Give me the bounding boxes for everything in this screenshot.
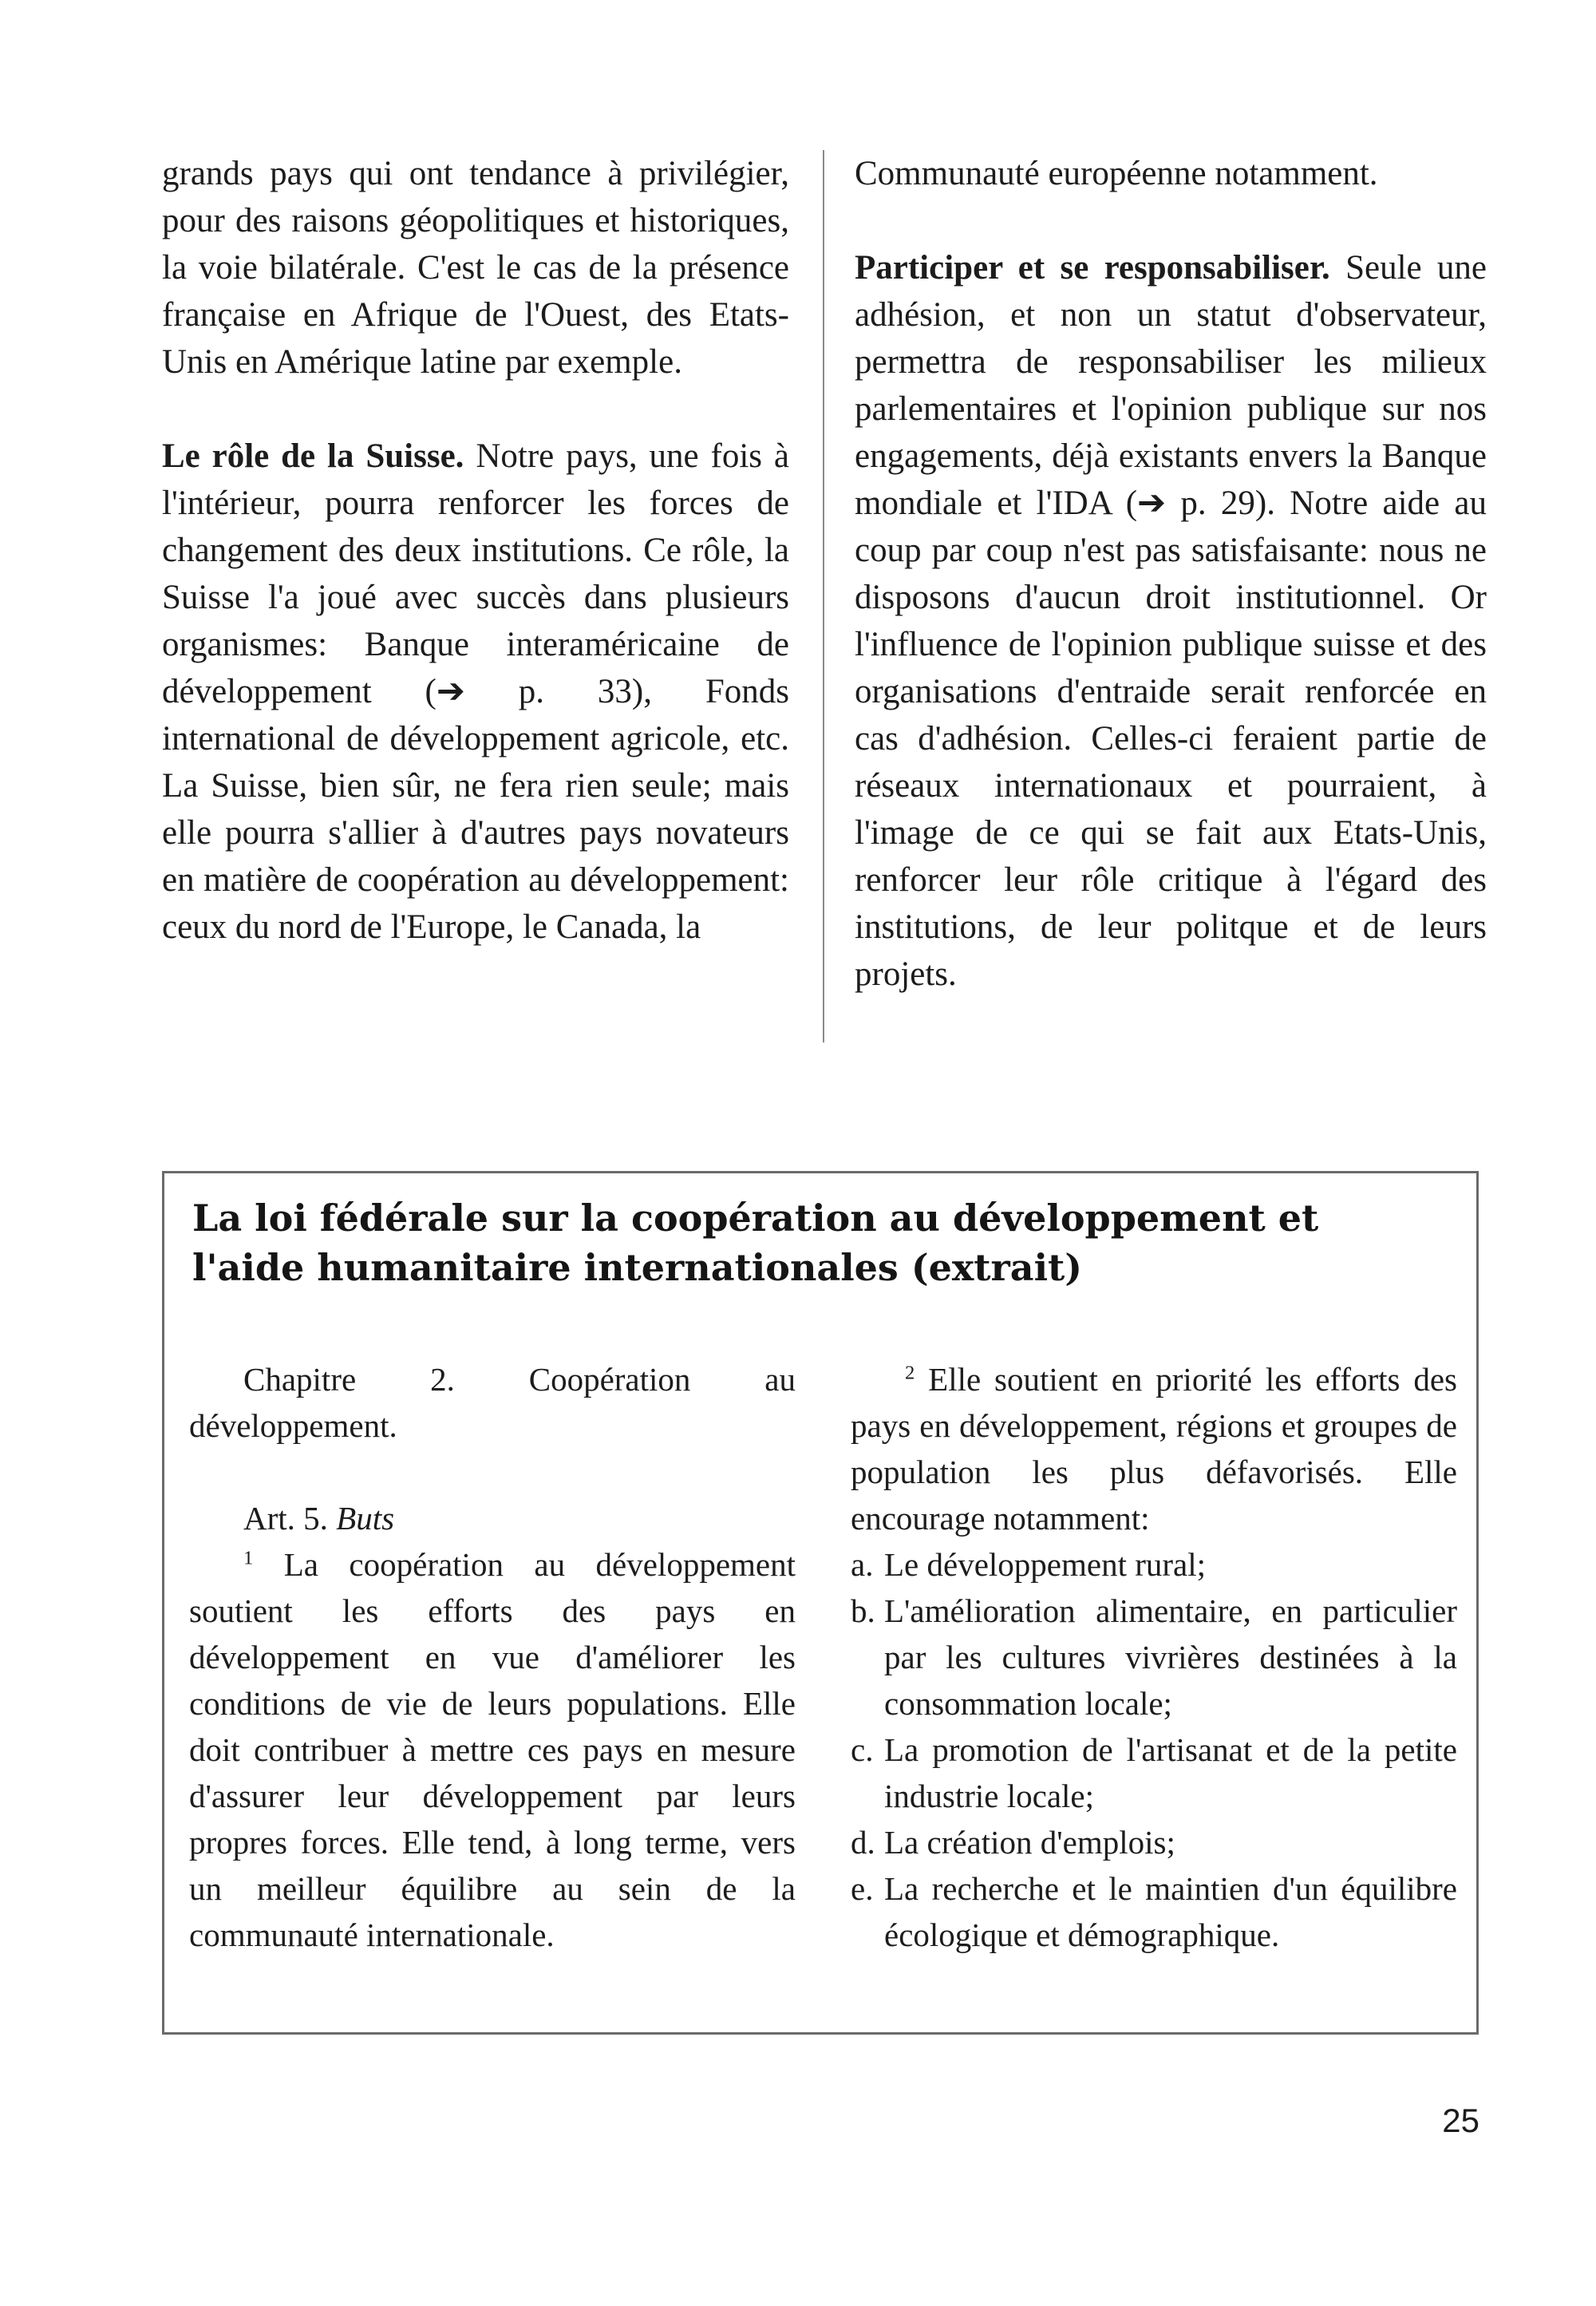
right-paragraph-1: Communauté européenne notamment. [855, 155, 1378, 192]
right-paragraph-2-text: Seule une adhésion, et non un statut d'observateur, permettra de responsabiliser les milieux parlementaires et l'opinion publique sur nos engagements, déjà existants envers la Banque mondiale et l'IDA (➔ p. 29). Notre aide au coup par coup n'est pas satisfaisante: nous ne disposons d'aucun droit institutionnel. Or l'influence de l'opinion publique suisse et des organisations d'entraide serait renforcée en cas d'adhésion. Celles-ci feraient partie de réseaux internationaux et pourraient, à l'image de ce qui se fait aux Etats-Unis, renforcer leur rôle critique à l'égard des institutions, de leur politque et de leurs projets. [855, 249, 1487, 993]
list-item-text: La création d'emplois; [884, 1824, 1175, 1861]
list-item-text: La promotion de l'artisanat et de la petite industrie locale; [884, 1731, 1457, 1814]
list-item-letter: a. [851, 1546, 874, 1583]
left-paragraph-2-text: Notre pays, une fois à l'intérieur, pourra renforcer les forces de changement des deux institutions. Ce rôle, la Suisse l'a joué avec succès dans plusieurs organismes: Banque interaméricaine de développement (➔ p. 33), Fonds international de développement agricole, etc. La Suisse, bien sûr, ne fera rien seule; mais elle pourra s'allier à d'autres pays novateurs en matière de coopération au développement: ceux du nord de l'Europe, le Canada, la [162, 437, 789, 946]
list-item [851, 1865, 1457, 1958]
law-box-right-column [851, 1356, 1457, 1958]
right-text-column [855, 150, 1487, 998]
list-item [851, 1541, 1457, 1588]
left-paragraph-2 [162, 433, 789, 951]
article-label: Art. 5. [243, 1500, 337, 1537]
chapter-heading: Chapitre 2. Coopération au développement. [189, 1361, 796, 1444]
list-item-letter: b. [851, 1592, 875, 1629]
list-item-text: L'amélioration alimentaire, en particulier par les cultures vivrières destinées à la consommation locale; [884, 1592, 1457, 1722]
list-item [851, 1819, 1457, 1865]
article-subtitle: Buts [336, 1500, 395, 1537]
list-item-letter: e. [851, 1870, 874, 1907]
article-heading [189, 1495, 796, 1541]
list-item-text: La recherche et le maintien d'un équilibre écologique et démographique. [884, 1870, 1457, 1953]
article-paragraph-2 [851, 1356, 1457, 1541]
column-divider [823, 150, 824, 1042]
article-paragraph-1-text: La coopération au développement soutient les efforts des pays en développement en vue d'améliorer les conditions de vie de leurs populations. Elle doit contribuer à mettre ces pays en mesure d'assurer leur développement par leurs propres forces. Elle tend, à long terme, vers un meilleur équilibre au sein de la communauté internationale. [189, 1546, 796, 1953]
left-paragraph-1: grands pays qui ont tendance à privilégier, pour des raisons géopolitiques et historiques, la voie bilatérale. C'est le cas de la présence française en Afrique de l'Ouest, des Etats-Unis en Amérique latine par exemple. [162, 155, 789, 381]
article-paragraph-1 [189, 1541, 796, 1958]
paragraph-number-2: 2 [905, 1362, 915, 1384]
run-in-heading-role-suisse: Le rôle de la Suisse. [162, 437, 464, 475]
objectives-list [851, 1541, 1457, 1958]
law-extract-box [162, 1171, 1479, 2035]
run-in-heading-participer: Participer et se responsabiliser. [855, 249, 1330, 287]
list-item [851, 1727, 1457, 1819]
law-box-left-column [189, 1356, 796, 1958]
left-text-column [162, 150, 789, 951]
list-item [851, 1588, 1457, 1727]
right-paragraph-2 [855, 244, 1487, 998]
list-item-text: Le développement rural; [884, 1546, 1206, 1583]
page-number: 25 [1442, 2102, 1479, 2139]
paragraph-number-1: 1 [243, 1547, 254, 1569]
law-box-title: La loi fédérale sur la coopération au développement et l'aide humanitaire internationales (extrait) [192, 1197, 1319, 1289]
article-paragraph-2-text: Elle soutient en priorité les efforts des pays en développement, régions et groupes de population les plus défavorisés. Elle encourage notamment: [851, 1361, 1457, 1537]
list-item-letter: c. [851, 1731, 874, 1768]
list-item-letter: d. [851, 1824, 875, 1861]
